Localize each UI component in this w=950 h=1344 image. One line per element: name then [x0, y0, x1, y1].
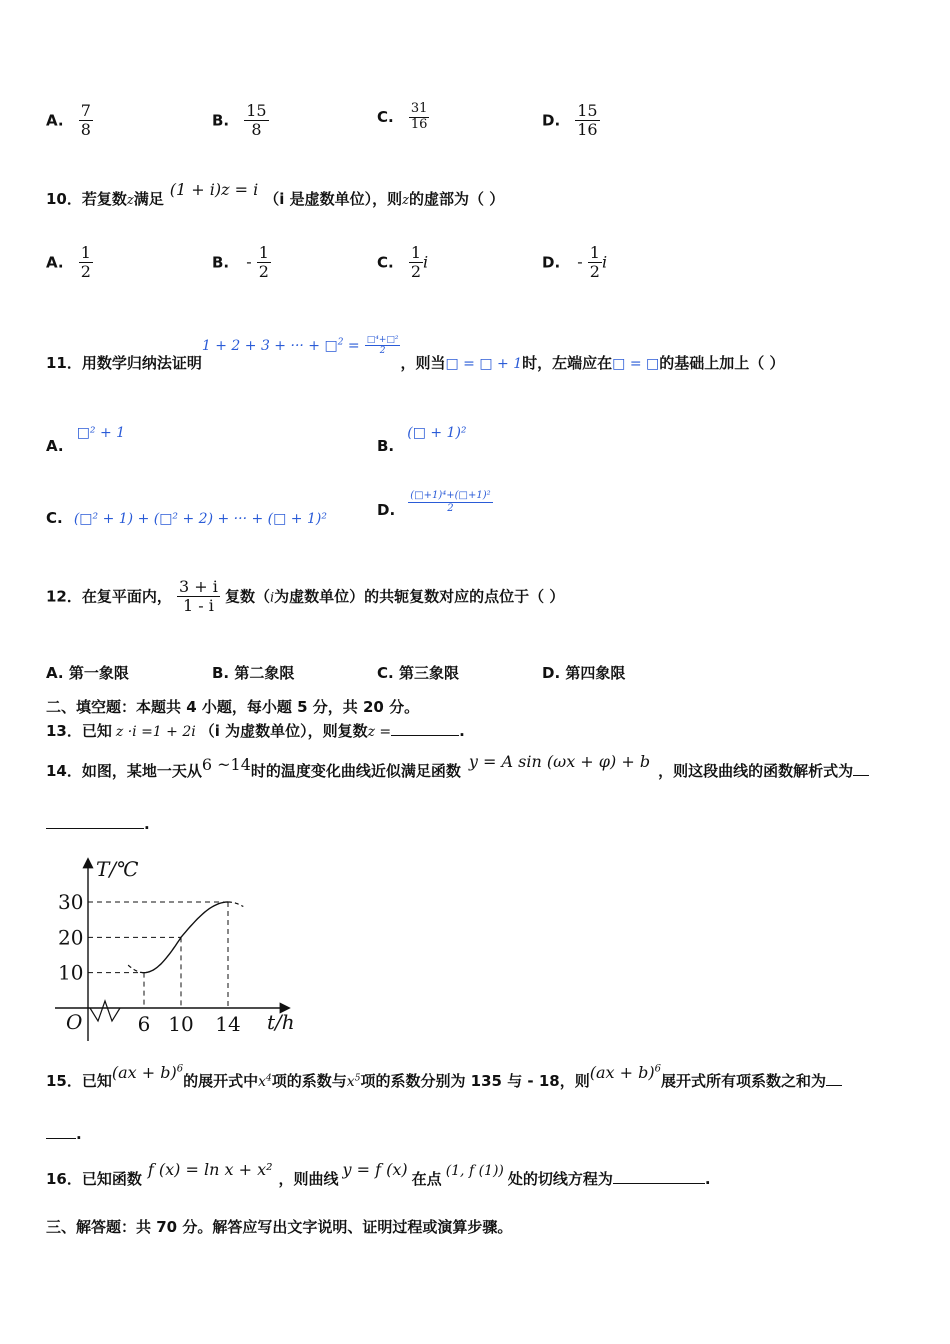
x-tick-label: 6: [137, 1012, 151, 1036]
q11-cond2: □ = □: [612, 356, 660, 372]
option-text: 第一象限: [68, 664, 129, 682]
q14-text-2: 时的温度变化曲线近似满足函数: [250, 762, 461, 780]
fraction: [79, 102, 93, 140]
denominator: 8: [251, 120, 262, 140]
q16-text-4: 处的切线方程为: [507, 1170, 613, 1188]
q14-end: .: [144, 815, 150, 833]
q15-binomial: [112, 1063, 183, 1082]
binomial-base: (ax + b): [589, 1063, 655, 1082]
q14-range: 6 ~14: [201, 755, 251, 774]
option-letter: B.: [377, 437, 395, 455]
q11-text-1: 11．用数学归纳法证明: [46, 354, 202, 372]
option-expr: (□ + 1)²: [407, 425, 467, 441]
fraction: [244, 102, 268, 140]
q11-cond: □ = □ + 1: [445, 356, 523, 372]
q15-binomial-2: [590, 1063, 661, 1082]
numerator: (□+1)⁴+(□+1)²: [410, 490, 491, 501]
q13-expr2: z =: [367, 724, 392, 740]
option-text: 第三象限: [398, 664, 459, 682]
option-letter: C.: [46, 509, 63, 527]
q15-x4: [258, 1074, 272, 1090]
q15-text-4: 项的系数分别为 135 与 - 18，则: [360, 1072, 590, 1090]
q15-text-3: 项的系数与: [271, 1072, 347, 1090]
q12-text-3: 为虚数单位）的共轭复数对应的点位于（ ）: [274, 587, 565, 606]
answer-blank: [613, 1169, 705, 1184]
option-text: 第四象限: [565, 664, 626, 682]
numerator: 1: [589, 243, 600, 262]
q9-option-b: [212, 102, 269, 140]
q12-stem: [46, 578, 564, 616]
chart-tick-labels: [58, 890, 241, 1036]
q12-text-1: 12．在复平面内，: [46, 587, 172, 606]
var-z: z: [126, 193, 134, 208]
option-letter: B.: [212, 664, 230, 682]
x-axis-label: t/h: [267, 1010, 295, 1034]
q15-text-2: 的展开式中: [183, 1072, 259, 1090]
q10-option-d: [542, 244, 607, 282]
q11-option-a: [46, 422, 126, 455]
axis-break: [90, 1001, 120, 1021]
q12-option-b: [212, 662, 294, 683]
q11-text-2: ，则当: [400, 354, 446, 372]
q10-option-a: [46, 244, 93, 282]
numerator: 31: [410, 101, 428, 116]
fraction: [408, 490, 492, 514]
q15-text-5: 展开式所有项系数之和为: [661, 1072, 827, 1090]
minus-sign: -: [577, 252, 583, 272]
option-letter: A.: [46, 253, 64, 272]
q16-point: (1, f (1)): [445, 1163, 504, 1179]
q10-text-1: 10．若复数: [46, 190, 127, 208]
y-axis-label: T/℃: [96, 857, 139, 881]
x-tick-label: 14: [215, 1012, 241, 1036]
var-i: i: [269, 590, 275, 606]
q10-option-c: [377, 244, 428, 282]
q12-option-d: [542, 662, 625, 683]
x-exp: 5: [354, 1073, 361, 1084]
x-tick-label: 10: [168, 1012, 194, 1036]
numerator: 1: [258, 243, 269, 262]
origin-label: O: [66, 1010, 83, 1034]
y-tick-label: 20: [58, 925, 84, 950]
q16-text-3: 在点: [411, 1170, 442, 1188]
curve-dashed-extension-left: [128, 965, 144, 973]
q11-sum-exp: 2: [337, 337, 344, 348]
answer-blank: [46, 814, 144, 829]
imag-unit: i: [601, 252, 608, 272]
answer-blank: [853, 761, 869, 776]
q11-equals: =: [343, 338, 360, 354]
q12-text-2: 复数（: [224, 587, 270, 606]
y-tick-label: 10: [58, 960, 84, 985]
option-letter: C.: [377, 107, 394, 126]
option-text: 第二象限: [234, 664, 295, 682]
q16-end: .: [704, 1170, 711, 1188]
fraction: [257, 244, 271, 282]
numerator: 3 + i: [178, 577, 218, 596]
q16-func: f (x) = ln x + x²: [147, 1160, 273, 1179]
fraction: [79, 244, 93, 282]
binomial-exp: 6: [176, 1063, 184, 1075]
option-expr: □² + 1: [76, 425, 126, 441]
option-letter: B.: [212, 253, 230, 272]
q13-text-1: 13．已知: [46, 722, 112, 740]
q9-option-c: [377, 102, 429, 133]
option-letter: D.: [542, 253, 561, 272]
q12-fraction: [177, 578, 220, 616]
answer-blank: [826, 1071, 842, 1086]
q11-stem: [46, 334, 785, 372]
imag-unit: i: [423, 252, 429, 272]
q11-text-3: 时，左端应在: [522, 354, 613, 372]
denominator: 2: [410, 262, 421, 282]
q10-text-2: 满足: [133, 190, 164, 208]
q15-end: .: [76, 1125, 82, 1143]
fraction: [575, 102, 599, 140]
option-letter: A.: [46, 111, 64, 130]
denominator: 2: [80, 262, 91, 282]
x-var: x: [258, 1074, 267, 1090]
q10-text-3: （i 是虚数单位），则: [264, 190, 403, 208]
q11-option-c: [46, 508, 327, 527]
q11-option-d: [377, 490, 493, 519]
q11-fraction: [365, 335, 401, 357]
x-exp: 4: [266, 1073, 272, 1084]
q11-sum: [202, 338, 360, 354]
q11-text-4: 的基础上加上（ ）: [659, 354, 785, 372]
q14-text-1: 14．如图，某地一天从: [46, 762, 202, 780]
q9-option-d: [542, 102, 600, 140]
fraction: [409, 102, 430, 133]
q12-option-c: [377, 662, 459, 683]
option-letter: D.: [377, 500, 396, 519]
q10-text-4: 的虚部为（ ）: [408, 190, 505, 208]
q15-text-1: 15．已知: [46, 1072, 112, 1090]
denominator: 1 - i: [182, 596, 214, 616]
q12-option-a: [46, 662, 129, 683]
denominator: 2: [379, 346, 386, 356]
q16-text-1: 16．已知函数: [46, 1170, 142, 1188]
q15-x5: [347, 1074, 361, 1090]
denominator: 2: [589, 262, 600, 282]
var-z: z: [402, 193, 409, 208]
numerator: 1: [80, 243, 91, 262]
option-letter: A.: [46, 664, 64, 682]
fraction: [588, 244, 602, 282]
q13-text-2: （i 为虚数单位），则复数: [199, 722, 368, 740]
answer-blank: [391, 721, 459, 736]
q10-stem: [46, 180, 505, 209]
minus-sign: -: [246, 252, 252, 272]
q10-condition: (1 + i)z = i: [169, 180, 259, 199]
q16-curve: y = f (x): [342, 1160, 408, 1179]
numerator: 1: [410, 243, 421, 262]
option-letter: A.: [46, 437, 64, 455]
section-2-heading: 二、填空题：本题共 4 小题，每小题 5 分，共 20 分。: [46, 698, 420, 716]
q16-text-2: ，则曲线: [278, 1170, 339, 1188]
option-letter: C.: [377, 253, 394, 272]
y-tick-label: 30: [58, 890, 84, 914]
option-letter: C.: [377, 664, 394, 682]
q14-answer-line: [46, 814, 150, 833]
curve-dashed-extension-right: [228, 902, 243, 907]
q15-stem: [46, 1063, 842, 1091]
denominator: 16: [410, 116, 428, 132]
numerator: 7: [80, 101, 91, 120]
numerator: 15: [577, 101, 598, 120]
q15-answer-line: [46, 1124, 82, 1143]
option-letter: D.: [542, 664, 561, 682]
q16-stem: [46, 1160, 711, 1189]
binomial-base: (ax + b): [111, 1063, 177, 1082]
binomial-exp: 6: [654, 1063, 661, 1075]
fraction: [409, 244, 423, 282]
denominator: 8: [80, 120, 91, 140]
x-var: x: [346, 1074, 355, 1090]
option-expr: (□² + 1) + (□² + 2) + ··· + (□ + 1)²: [73, 511, 327, 527]
temperature-curve: [144, 902, 228, 973]
q13-stem: [46, 720, 465, 741]
q14-func: y = A sin (ωx + φ) + b: [468, 752, 651, 771]
numerator: 15: [246, 101, 267, 120]
q10-option-b: [212, 244, 271, 282]
section-3-heading: 三、解答题：共 70 分。解答应写出文字说明、证明过程或演算步骤。: [46, 1218, 513, 1236]
numerator: □⁴+□²: [366, 334, 399, 345]
denominator: 2: [258, 262, 269, 282]
option-letter: B.: [212, 111, 230, 130]
answer-blank: [46, 1124, 76, 1139]
chart-guides: [88, 902, 228, 1008]
denominator: 2: [447, 502, 454, 514]
q9-option-a: [46, 102, 93, 140]
denominator: 16: [577, 120, 598, 140]
q11-option-b: [377, 422, 467, 455]
temperature-chart: [50, 846, 310, 1046]
q14-stem: [46, 752, 869, 781]
q13-end: .: [459, 722, 465, 740]
q13-expr: z ·i =1 + 2i: [115, 724, 196, 740]
q11-sum-text: 1 + 2 + 3 + ··· + □: [201, 338, 338, 354]
q14-text-3: ，则这段曲线的函数解析式为: [658, 762, 854, 780]
option-letter: D.: [542, 111, 561, 130]
